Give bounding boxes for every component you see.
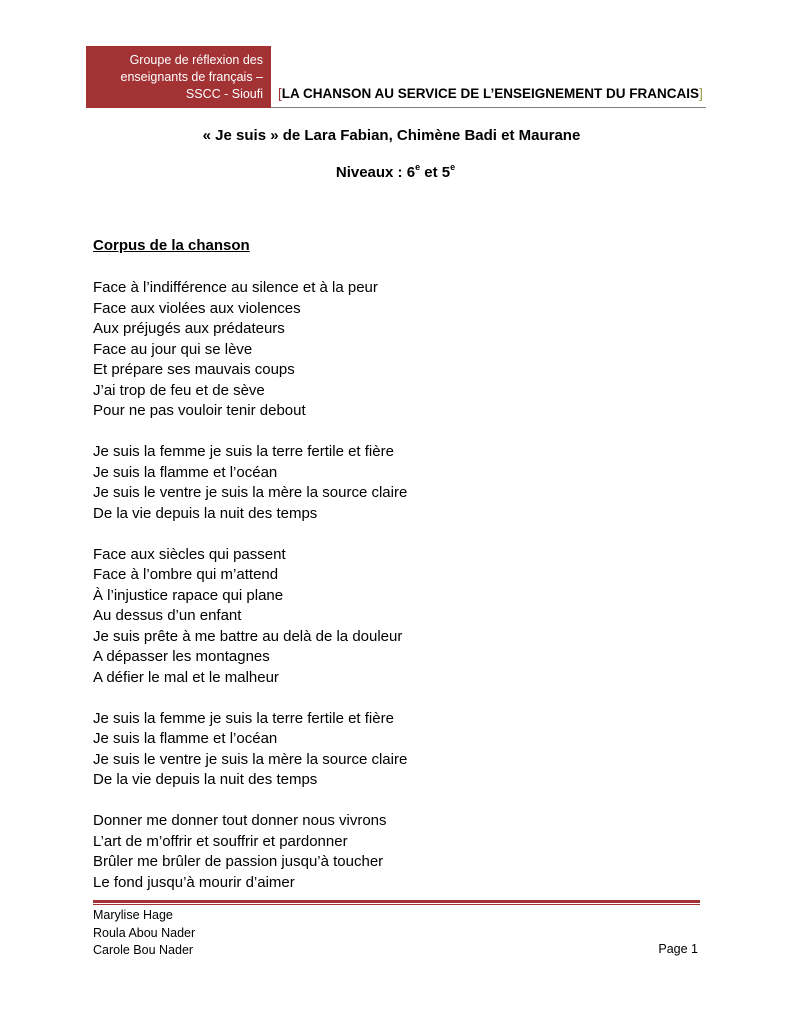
- author-name: Roula Abou Nader: [93, 925, 196, 940]
- lyric-line: À l’injustice rapace qui plane: [93, 586, 284, 604]
- levels-sup-1: e: [415, 162, 421, 172]
- lyric-line: De la vie depuis la nuit des temps: [93, 771, 318, 788]
- lyric-line: Au dessus d’un enfant: [93, 607, 242, 624]
- lyric-line: Face au jour qui se lève: [93, 340, 253, 358]
- author-name: Marylise Hage: [93, 908, 173, 922]
- org-line: Groupe de réflexion des: [129, 53, 263, 67]
- levels-sup-2: e: [450, 162, 456, 172]
- lyric-line: Le fond jusqu’à mourir d’aimer: [93, 873, 295, 891]
- lyric-line: A défier le mal et le malheur: [93, 668, 279, 686]
- lyric-line: Brûler me brûler de passion jusqu’à toucher: [93, 853, 384, 870]
- lyric-line: Et prépare ses mauvais coups: [93, 361, 295, 378]
- header-title-text: LA CHANSON AU SERVICE DE L’ENSEIGNEMENT DU FRANCAIS: [281, 86, 700, 101]
- lyric-line: Face à l’ombre qui m’attend: [93, 566, 279, 583]
- stanza: [93, 709, 407, 791]
- lyric-line: Je suis le ventre je suis la mère la source claire: [93, 484, 408, 501]
- lyric-line: De la vie depuis la nuit des temps: [93, 504, 318, 522]
- levels-mid: et 5: [420, 164, 451, 181]
- stanza: [93, 278, 407, 422]
- bracket-open: [: [278, 86, 282, 101]
- lyric-line: Je suis la flamme et l’océan: [93, 463, 278, 481]
- lyric-line: Face aux violées aux violences: [93, 299, 301, 317]
- lyric-line: Pour ne pas vouloir tenir debout: [93, 402, 306, 419]
- org-box: [86, 46, 271, 108]
- org-line: enseignants de français –: [120, 70, 263, 84]
- header-title: [278, 86, 706, 101]
- stanza: [93, 545, 407, 689]
- stanza: [93, 811, 407, 893]
- lyric-line: Je suis la femme je suis la terre fertile et fière: [93, 709, 394, 727]
- document-title: « Je suis » de Lara Fabian, Chimène Badi et Maurane: [202, 127, 581, 144]
- footer-rule: [93, 900, 700, 903]
- author-name: Carole Bou Nader: [93, 943, 194, 957]
- footer-rule-thin: [93, 904, 700, 905]
- lyric-line: Donner me donner tout donner nous vivrons: [93, 812, 387, 829]
- lyric-line: Je suis la femme je suis la terre fertile et fière: [93, 443, 394, 460]
- lyric-line: Je suis le ventre je suis la mère la source claire: [93, 750, 408, 768]
- header-divider: [271, 107, 706, 108]
- lyric-line: L’art de m’offrir et souffrir et pardonner: [93, 832, 348, 850]
- lyric-line: J’ai trop de feu et de sève: [93, 381, 265, 399]
- levels-line: [0, 164, 791, 181]
- lyric-line: Face à l’indifférence au silence et à la peur: [93, 279, 378, 296]
- lyric-line: Je suis la flamme et l’océan: [93, 730, 278, 747]
- stanza: [93, 442, 407, 524]
- lyric-line: A dépasser les montagnes: [93, 648, 270, 665]
- lyrics: [93, 278, 407, 893]
- page-number: Page 1: [658, 942, 698, 956]
- lyric-line: Je suis prête à me battre au delà de la douleur: [93, 627, 403, 645]
- lyric-line: Aux préjugés aux prédateurs: [93, 320, 285, 337]
- section-heading: Corpus de la chanson: [93, 237, 250, 254]
- lyric-line: Face aux siècles qui passent: [93, 545, 286, 563]
- levels-prefix: Niveaux : 6: [335, 164, 416, 181]
- bracket-close: ]: [699, 86, 703, 101]
- org-line: SSCC - Sioufi: [185, 87, 263, 101]
- footer-authors: [93, 907, 195, 960]
